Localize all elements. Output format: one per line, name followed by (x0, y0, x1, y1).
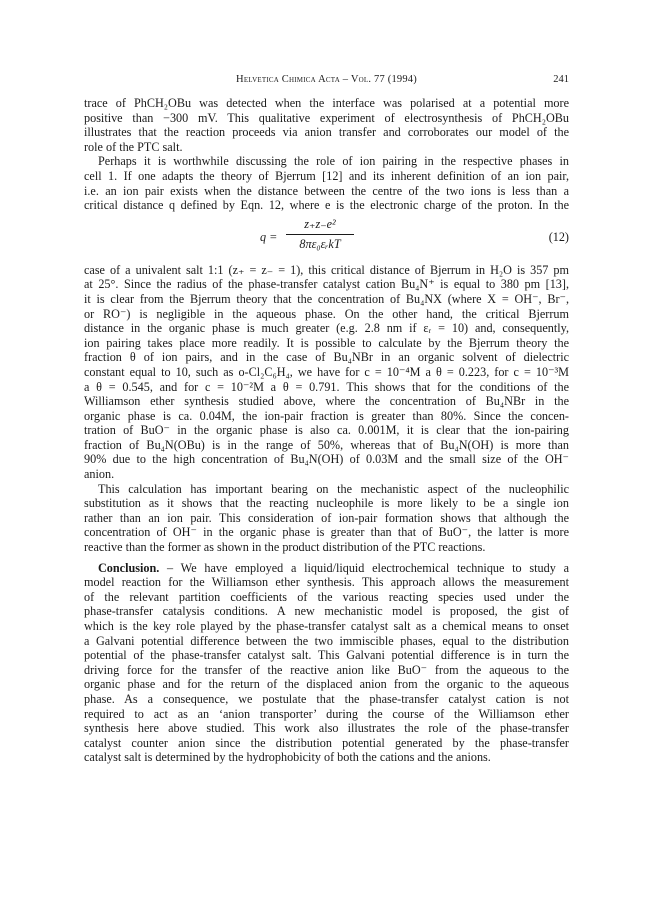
text-line: positive than −300 mV. This qualitative experiment of electrosynthesis of PhCH₂OBu (84, 110, 569, 125)
text-line: constant equal to 10, such as o-Cl₂C₆H₄, we have for c = 10⁻⁴M a θ = 0.223, for c = 10⁻³M (84, 364, 569, 379)
text-line: fraction of Bu₄N(OBu) is in the range of 50%, whereas that of Bu₄N(OH) is more than (84, 437, 569, 452)
text-line: phase. As a consequence, we postulate that the phase-transfer catalyst cation is not (84, 691, 569, 706)
equation-number: (12) (548, 229, 569, 244)
text-line: critical distance q defined by Eqn. 12, where e is the electronic charge of the proton. In the (84, 198, 569, 213)
text-line: required to act as an ‘anion transporter’ during the course of the Williamson ether (84, 706, 569, 721)
text-line: trace of PhCH₂OBu was detected when the interface was polarised at a potential more (84, 96, 569, 110)
text-line: case of a univalent salt 1:1 (z₊ = z₋ = 1), this critical distance of Bjerrum in H₂O is 357 pm (84, 262, 569, 277)
text-line: phase-transfer catalysis conditions. A new mechanistic model is proposed, the gist of (84, 604, 569, 619)
text-line: tration of BuO⁻ in the organic phase is also ca. 0.001M, it is clear that the ion-pairing (84, 423, 569, 438)
text-line: catalyst salt is determined by the hydrophobicity of both the cations and the anions. (84, 750, 491, 765)
text-line: ion pairing takes place more readily. It is possible to calculate by the Bjerrum theory the (84, 335, 569, 350)
text-line: organic phase and for the return of the displaced anion from the organic to the aqueous (84, 677, 569, 692)
running-header (84, 73, 569, 87)
text-line: a θ = 0.545, and for c = 10⁻²M a θ = 0.791. This shows that for the conditions of the (84, 379, 569, 394)
text-line: Perhaps it is worthwhile discussing the role of ion pairing in the respective phases in (98, 154, 569, 169)
text-line: reactive than the former as shown in the product distribution of the PTC reactions. (84, 540, 486, 555)
equation-denominator: 8πε₀εᵣkT (299, 236, 341, 251)
paragraph-4 (84, 482, 569, 555)
text-line: i.e. an ion pair exists when the distance between the centre of the two ions is less than a (84, 183, 569, 198)
text-line: of the relevant partition coefficients of the various reacting species used under the (84, 589, 569, 604)
text-line: model reaction for the Williamson ether synthesis. This approach allows the measurement (84, 575, 569, 590)
text-line (84, 561, 569, 576)
text-line: cell 1. If one adapts the theory of Bjerrum [12] and its inherent definition of an ion pair, (84, 168, 569, 183)
equation-numerator: z₊z₋e² (304, 216, 336, 231)
text-line: a Galvani potential difference between the two immiscible phases, equal to the distribution (84, 633, 569, 648)
paragraph-3 (84, 263, 569, 482)
text-line: or RO⁻) is negligible in the aqueous phase. On the other hand, the critical Bjerrum (84, 306, 569, 321)
text-line: catalyst counter anion since the distribution potential generated by the phase-transfer (84, 735, 569, 750)
text-line: it is clear from the Bjerrum theory that the concentration of Bu₄NX (where X = OH⁻, Br⁻, (84, 291, 569, 306)
fraction-bar (286, 234, 354, 235)
conclusion-heading: Conclusion. (98, 560, 160, 575)
conclusion-first-line: – We have employed a liquid/liquid electrochemical technique to study a (159, 560, 569, 575)
text-line: Williamson ether synthesis studied above, where the concentration of Bu₄NBr in the (84, 394, 569, 409)
text-line: synthesis here above studied. This work also illustrates the role of the phase-transfer (84, 721, 569, 736)
text-line: This calculation has important bearing on the mechanistic aspect of the nucleophilic (98, 481, 569, 496)
conclusion-section (84, 561, 569, 765)
text-line: anion. (84, 467, 115, 482)
equation-fraction (284, 217, 356, 252)
text-line: concentration of OH⁻ in the organic phase is greater than that of BuO⁻, the latter is more (84, 525, 569, 540)
text-line: organic phase is ca. 0.04M, the ion-pair fraction is greater than 80%. Since the concen- (84, 408, 569, 423)
paragraph-2 (84, 154, 569, 212)
text-line: illustrates that the reaction proceeds via anion transfer and corroborates our model of the (84, 125, 569, 140)
equation-12 (84, 215, 569, 261)
text-line: which is the key role played by the phase-transfer catalyst salt as a chemical means to onset (84, 619, 569, 633)
article-body (84, 96, 569, 765)
text-line: driving force for the transfer of the reactive anion like BuO⁻ from the aqueous to the (84, 662, 569, 677)
page-number: 241 (553, 74, 569, 85)
journal-title: Helvetica Chimica Acta – Vol. 77 (1994) (236, 74, 417, 85)
paragraph-1 (84, 96, 569, 154)
equation-lhs: q = (260, 229, 278, 244)
text-line: 90% due to the high concentration of Bu₄N(OH) of 0.03M and the small size of the OH⁻ (84, 452, 569, 467)
text-line: role of the PTC salt. (84, 139, 183, 154)
text-line: rather than an ion pair. This consideration of ion-pair formation shows that although the (84, 510, 569, 525)
text-line: fraction θ of ion pairs, and in the case of Bu₄NBr in an organic solvent of dielectric (84, 350, 569, 365)
text-line: substitution as it shows that the reacting nucleophile is more likely to be a single ion (84, 496, 569, 511)
text-line: potential of the phase-transfer catalyst salt. This Galvani potential difference is in turn the (84, 648, 569, 663)
text-line: distance in the organic phase is much greater (e.g. 2.8 nm if εᵣ = 10) and, consequently, (84, 321, 569, 336)
text-line: at 25°. Since the radius of the phase-transfer catalyst cation Bu₄N⁺ is equal to 380 pm [13], (84, 277, 569, 292)
